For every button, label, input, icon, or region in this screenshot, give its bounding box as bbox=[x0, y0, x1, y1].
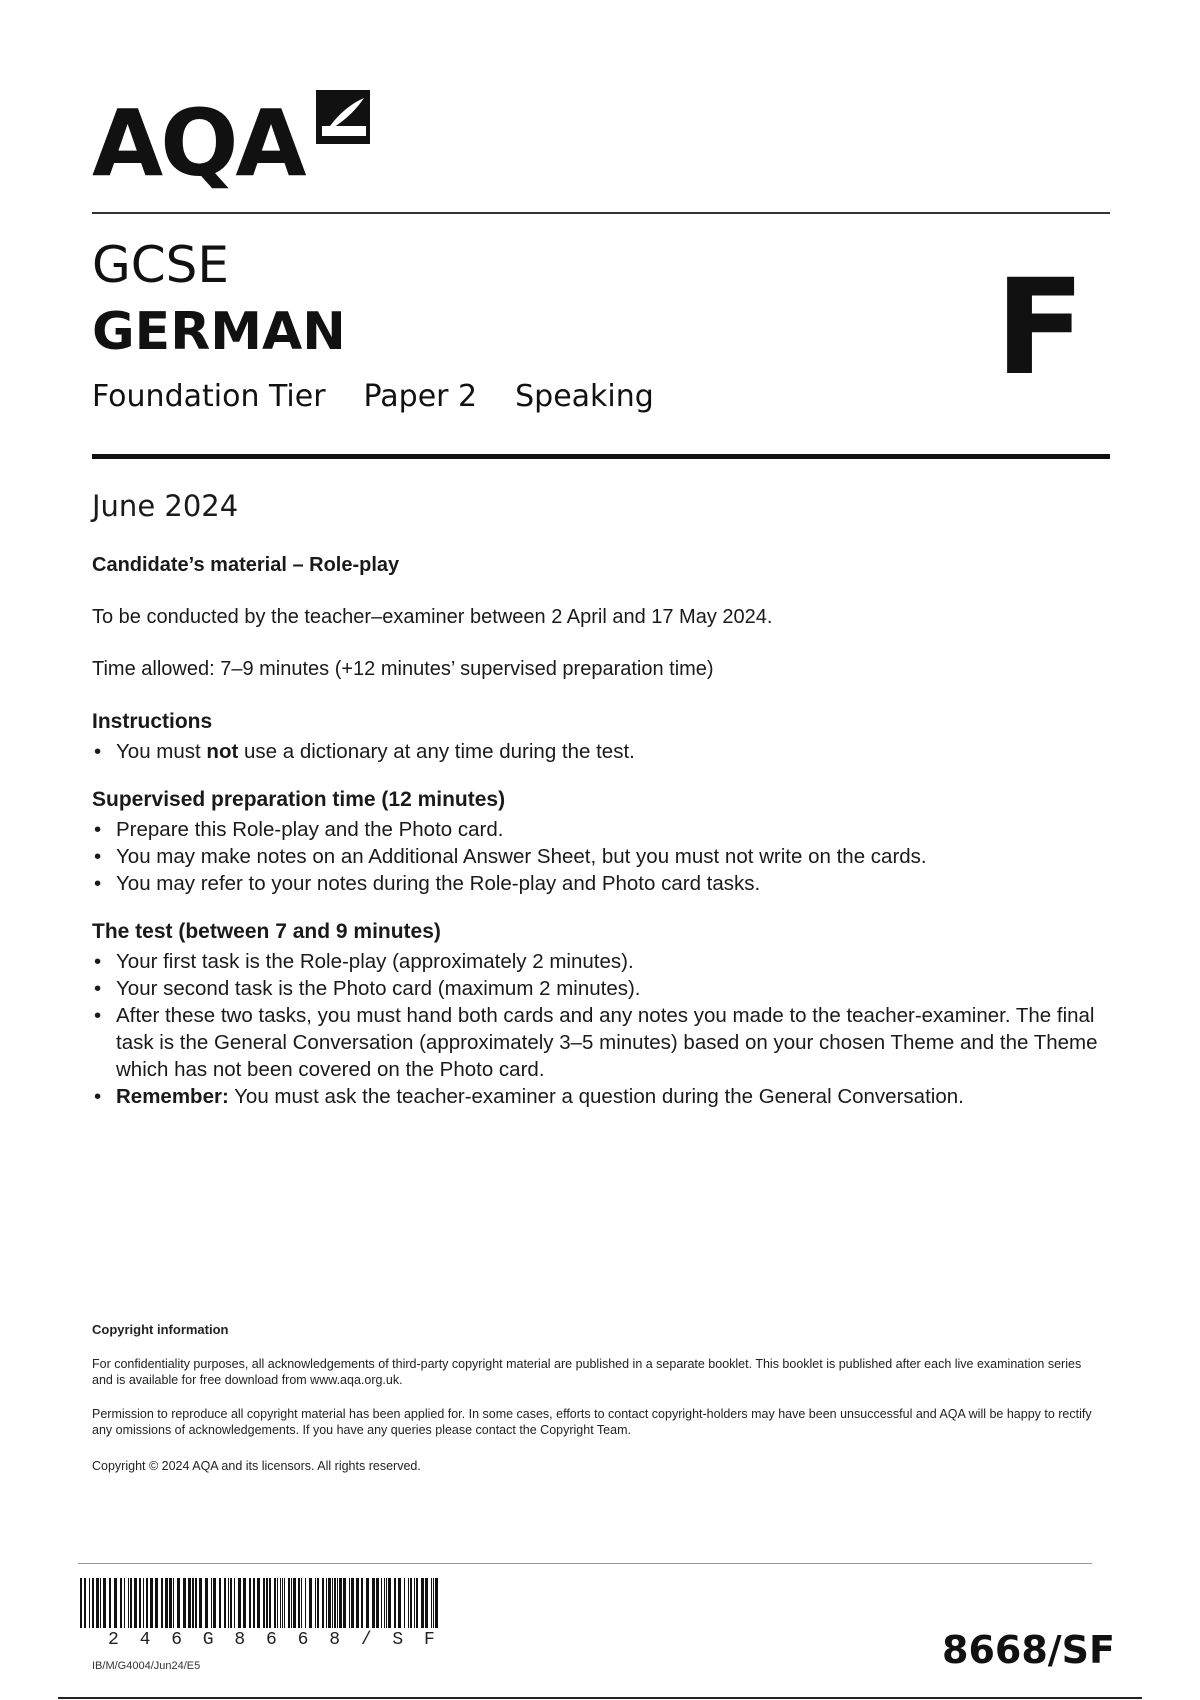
barcode-icon bbox=[80, 1578, 440, 1628]
test-item: • After these two tasks, you must hand both cards and any notes you made to the teacher-examiner. The final task is the General Conversation (approximately 3–5 minutes) based on your chosen Theme and the Theme which has not been covered on the Photo card. bbox=[92, 1002, 1112, 1083]
subject-title: GERMAN bbox=[92, 302, 346, 362]
test-item-remember: • Remember: You must ask the teacher-examiner a question during the General Conversation. bbox=[92, 1083, 1112, 1110]
test-item: • Your second task is the Photo card (maximum 2 minutes). bbox=[92, 975, 1112, 1002]
tier-letter: F bbox=[995, 251, 1086, 405]
paper-code: 8668/SF bbox=[942, 1628, 1115, 1672]
copyright-heading: Copyright information bbox=[92, 1322, 229, 1337]
title-divider bbox=[92, 454, 1110, 459]
instructions-section bbox=[92, 710, 1112, 765]
exam-date: June 2024 bbox=[92, 489, 239, 523]
preparation-section bbox=[92, 788, 1112, 897]
paper-label: Paper 2 bbox=[363, 379, 478, 414]
bottom-divider bbox=[58, 1697, 1142, 1699]
tier-label: Foundation Tier bbox=[92, 379, 326, 414]
reference-code: IB/M/G4004/Jun24/E5 bbox=[92, 1660, 201, 1672]
copyright-para: Copyright © 2024 AQA and its licensors. All rights reserved. bbox=[92, 1459, 421, 1473]
component-label: Speaking bbox=[515, 379, 654, 414]
logo-text: AQA bbox=[92, 90, 304, 197]
preparation-item: • You may refer to your notes during the Role-play and Photo card tasks. bbox=[92, 870, 1112, 897]
instructions-heading: Instructions bbox=[92, 710, 213, 733]
test-section bbox=[92, 920, 1112, 1110]
footer-divider bbox=[78, 1563, 1092, 1564]
conduct-note: To be conducted by the teacher–examiner between 2 April and 17 May 2024. bbox=[92, 606, 773, 628]
preparation-heading: Supervised preparation time (12 minutes) bbox=[92, 788, 506, 811]
copyright-para: Permission to reproduce all copyright material has been applied for. In some cases, efforts to contact copyright-holders may have been unsuccessful and AQA will be happy to rectify any omissions of acknowledgements. If you have any queries please contact the Copyright Team. bbox=[92, 1407, 1092, 1437]
qualification-level: GCSE bbox=[92, 236, 229, 294]
preparation-item: • Prepare this Role-play and the Photo card. bbox=[92, 816, 1112, 843]
time-allowed: Time allowed: 7–9 minutes (+12 minutes’ supervised preparation time) bbox=[92, 658, 714, 680]
instruction-item: • You must not use a dictionary at any time during the test. bbox=[92, 738, 1112, 765]
aqa-logo bbox=[92, 86, 374, 197]
material-title: Candidate’s material – Role-play bbox=[92, 554, 400, 576]
preparation-item: • You may make notes on an Additional Answer Sheet, but you must not write on the cards. bbox=[92, 843, 1112, 870]
barcode-digits: 2 4 6 G 8 6 6 8 / S F bbox=[108, 1630, 440, 1650]
test-item: • Your first task is the Role-play (approximately 2 minutes). bbox=[92, 948, 1112, 975]
copyright-para: For confidentiality purposes, all acknowledgements of third-party copyright material are published in a separate booklet. This booklet is published after each live examination series and is available for free download from www.aqa.org.uk. bbox=[92, 1357, 1082, 1387]
aqa-logo-mark-icon bbox=[312, 86, 374, 148]
paper-meta bbox=[92, 379, 654, 414]
test-heading: The test (between 7 and 9 minutes) bbox=[92, 920, 441, 943]
header-divider bbox=[92, 212, 1110, 214]
